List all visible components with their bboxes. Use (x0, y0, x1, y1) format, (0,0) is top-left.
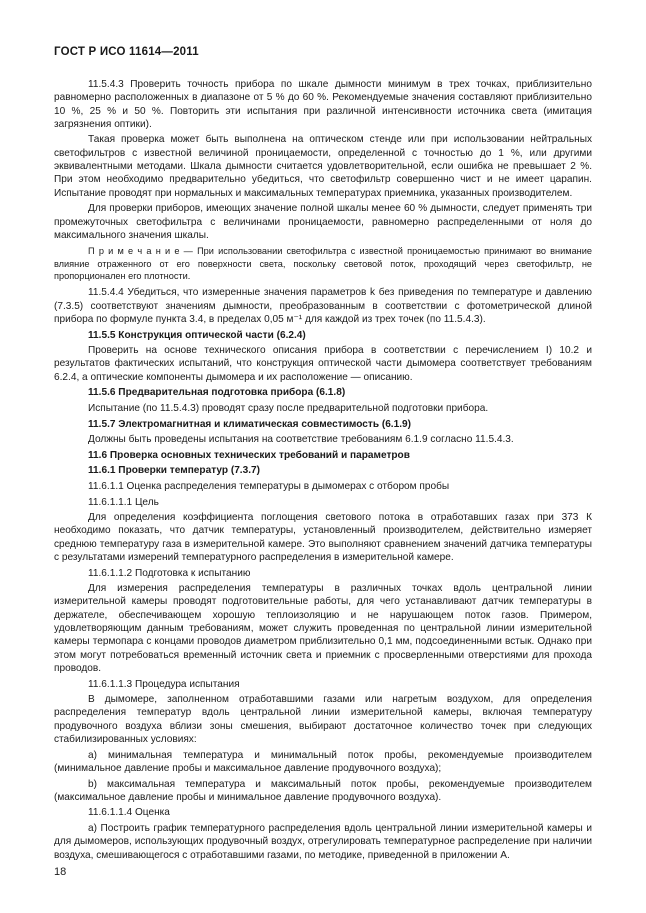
paragraph: 11.6.1.1.1 Цель (88, 496, 159, 508)
paragraph: а) минимальная температура и минимальный поток пробы, рекомендуемые производителем (минимальное давление пробы и максимальное давление продувочного воздуха); (54, 749, 592, 774)
paragraph: Для проверки приборов, имеющих значение полной шкалы менее 60 % дымности, следует применять три промежуточных светофильтра с величинами проницаемости, равномерно распределенными от ноля до максимального значения шкалы. (54, 203, 592, 241)
paragraph: 11.5.4.4 Убедиться, что измеренные значения параметров k без приведения по температуре и давлению (7.3.5) соответствуют значениям дымности, преобразованным в соответствии с фотометрической длиной прибора по формуле пункта 3.4, в пределах 0,05 м⁻¹ для каждой из трех точек (по 11.5.4.3). (54, 287, 592, 325)
paragraph: Такая проверка может быть выполнена на оптическом стенде или при использовании нейтральных светофильтров с известной величиной проницаемости, определенной с точностью до 1 %, или другими эквивалентными методами. Шкала дымности считается удовлетворительной, если ошибка не превышает 2 %. При этом необходимо предварительно убедиться, что светофильтр совершенно чист и не имеет царапин. Испытание проводят при нормальных и максимальных температурах приемника, указанных производителем. (54, 134, 592, 199)
paragraph: Испытание (по 11.5.4.3) проводят сразу после предварительной подготовки прибора. (88, 402, 489, 414)
paragraph: 11.6.1.1.3 Процедура испытания (88, 678, 240, 690)
paragraph: 11.6.1.1 Оценка распределения температуры в дымомерах с отбором пробы (88, 480, 450, 492)
section-heading: 11.6.1 Проверки температур (7.3.7) (88, 465, 261, 477)
paragraph: Для определения коэффициента поглощения светового потока в отработавших газах при 373 К необходимо показать, что датчик температуры, установленный производителем, действительно измеряет среднюю температуру газа в измерительной камере. Это выполняют сравнением значений датчика температуры с результатами измерений температурного распределения в измерительной камере. (54, 512, 592, 563)
paragraph: b) максимальная температура и максимальный поток пробы, рекомендуемые производителем (максимальное давление пробы и минимальное давление продувочного воздуха). (54, 778, 592, 803)
paragraph: Для измерения распределения температуры в различных точках вдоль центральной линии измерительной камеры проводят подготовительные работы, для чего устанавливают датчик температуры в держателе, обеспечивающем хорошую теплоизоляцию и не нарушающем поток газов. Примером, удовлетворяющим данным требованиям, может служить проведенная по центральной линии измерительной камеры термопара с концами проводов диаметром приблизительно 0,1 мм, подсоединенными встык. Однако при этом могут потребоваться временный источник света и приемник с просверленными отверстиями для прохода проводов. (54, 583, 592, 674)
section-heading: 11.5.6 Предварительная подготовка прибора (6.1.8) (88, 387, 346, 399)
standard-header: ГОСТ Р ИСО 11614—2011 (54, 46, 199, 58)
paragraph: 11.6.1.1.2 Подготовка к испытанию (88, 567, 251, 579)
paragraph: 11.5.4.3 Проверить точность прибора по шкале дымности минимум в трех точках, приблизительно равномерно расположенных в диапазоне от 5 % до 60 %. Рекомендуемые значения составляют приблизительно 10 %, 25 % и 50 %. Повторить эти испытания при различной интенсивности источника света (имитация загрязнения оптики). (54, 79, 592, 130)
page-number: 18 (54, 866, 67, 878)
paragraph: 11.6.1.1.4 Оценка (88, 807, 170, 819)
paragraph: Проверить на основе технического описания прибора в соответствии с перечислением I) 10.2 и результатов фактических испытаний, что конструкция оптической части дымомера соответствует требованиям 6.2.4, а оптические компоненты дымомера и их расположение — описанию. (54, 345, 592, 383)
paragraph: а) Построить график температурного распределения вдоль центральной линии измерительной камеры и для дымомеров, использующих продувочный воздух, отрегулировать температурное распределение при наличии воздуха, смешивающегося с отработавшими газами, по методике, приведенной в приложении А. (54, 823, 592, 861)
section-heading: 11.5.5 Конструкция оптической части (6.2.4) (88, 329, 306, 341)
document-body (54, 78, 592, 864)
paragraph: Должны быть проведены испытания на соответствие требованиям 6.1.9 согласно 11.5.4.3. (88, 434, 514, 446)
note-paragraph: П р и м е ч а н и е — При использовании светофильтра с известной проницаемостью принимают во внимание влияние отраженного от его поверхности света, поскольку световой поток, проходящий через светофильтр, не пропорционален его плотности. (54, 246, 592, 281)
section-heading: 11.5.7 Электромагнитная и климатическая совместимость (6.1.9) (88, 418, 412, 430)
paragraph: В дымомере, заполненном отработавшими газами или нагретым воздухом, для определения распределения температур вдоль центральной линии измерительной камеры, включая температуру продувочного воздуха вблизи зоны смешения, выбирают достаточное количество точек при следующих стабилизированных условиях: (54, 694, 592, 746)
section-heading: 11.6 Проверка основных технических требований и параметров (88, 449, 410, 461)
